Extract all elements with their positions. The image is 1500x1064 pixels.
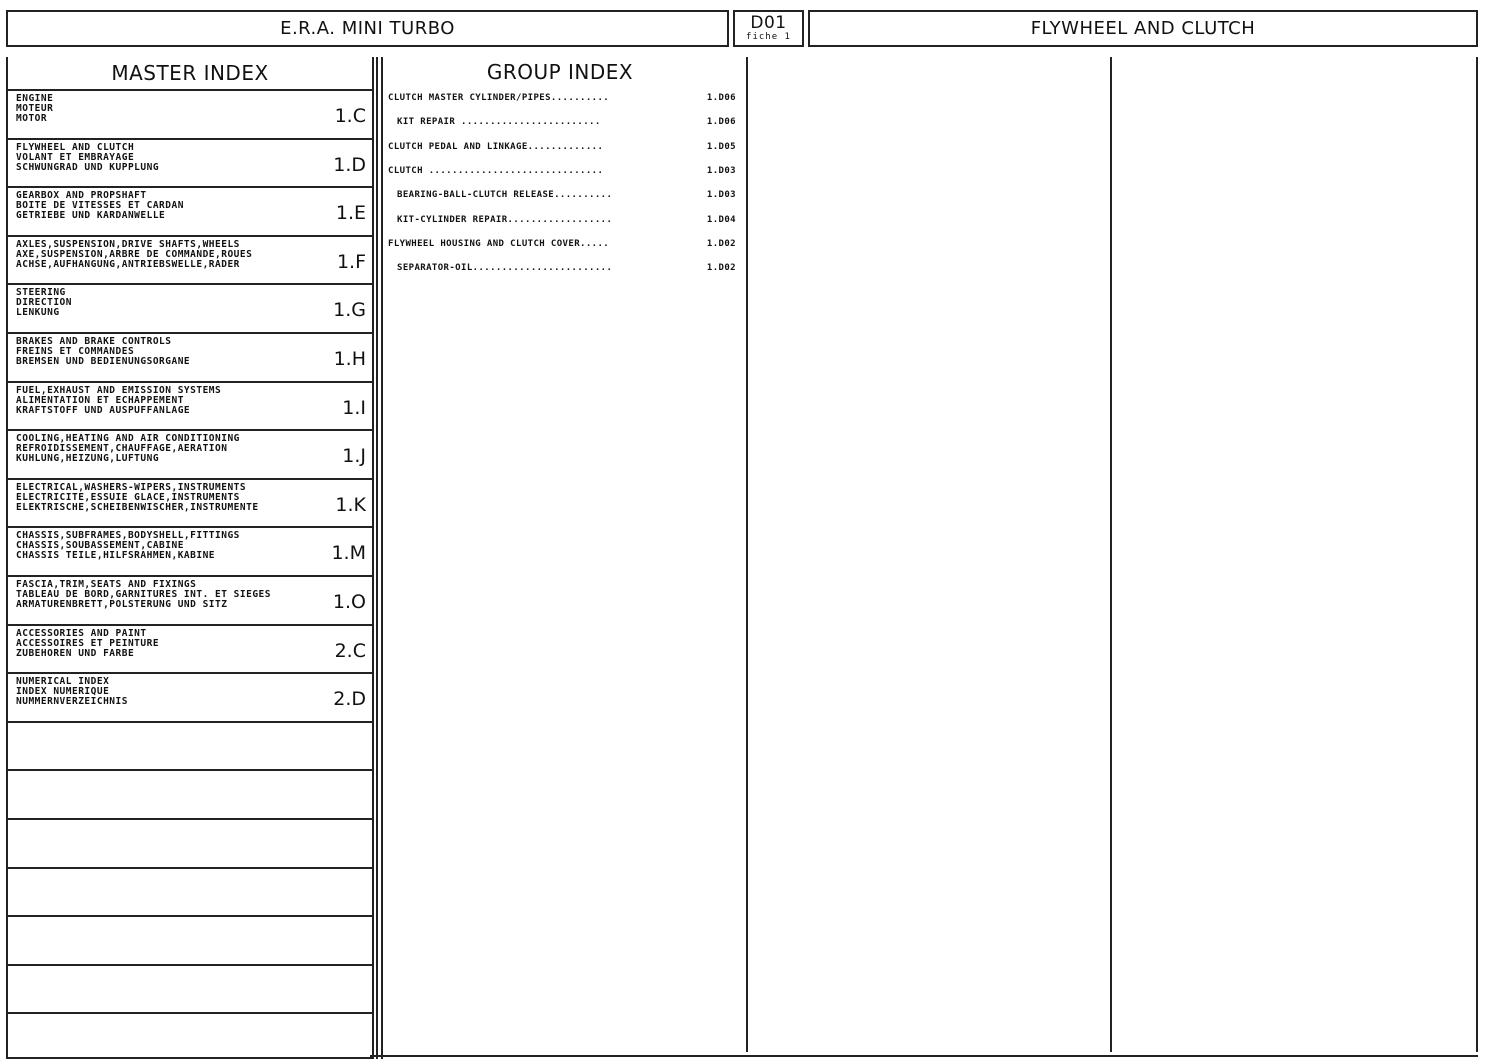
- master-index-code: 2.D: [333, 688, 366, 711]
- master-index-entry-line: CHASSIS,SOUBASSEMENT,CABINE: [16, 540, 184, 552]
- master-index-entry-text: [16, 580, 271, 610]
- group-index-entry-text: CLUTCH MASTER CYLINDER/PIPES..........: [388, 93, 610, 103]
- master-index-entry: [6, 332, 374, 379]
- master-index-entry: [6, 138, 374, 185]
- master-index-entry-text: [16, 629, 159, 659]
- master-index-entry-line: KRAFTSTOFF UND AUSPUFFANLAGE: [16, 404, 191, 416]
- master-index-entry-line: MOTOR: [16, 113, 48, 124]
- master-index-entry-text: [16, 677, 128, 707]
- group-index-entry: [388, 263, 738, 277]
- master-index-entry-line: NUMERICAL INDEX: [16, 676, 110, 688]
- master-index-empty-row: [6, 769, 374, 816]
- column-divider: [376, 57, 378, 1059]
- master-index-code: 1.H: [333, 348, 366, 370]
- group-index-entry-text: FLYWHEEL HOUSING AND CLUTCH COVER.....: [388, 238, 610, 249]
- master-index-entry-line: AXLES,SUSPENSION,DRIVE SHAFTS,WHEELS: [16, 238, 240, 250]
- master-index-entry-line: ARMATURENBRETT,POLSTERUNG UND SITZ: [16, 599, 228, 610]
- master-index-code: 1.C: [334, 105, 366, 127]
- fiche-box: [733, 10, 804, 47]
- master-index-entry-line: FUEL,EXHAUST AND EMISSION SYSTEMS: [16, 384, 222, 396]
- group-index-entry: [388, 142, 738, 156]
- master-index-entry-line: INDEX NUMERIQUE: [16, 686, 110, 698]
- master-index-code: 2.C: [334, 639, 366, 662]
- master-index-entry-line: GEARBOX AND PROPSHAFT: [16, 190, 147, 202]
- master-index-entry-text: [16, 288, 72, 318]
- master-index-entry-line: STEERING: [16, 287, 66, 299]
- master-index-entry: [6, 89, 374, 136]
- group-index-entry: [388, 215, 738, 229]
- group-index-entry-ref: 1.D03: [706, 165, 736, 176]
- master-index-entry-line: ACCESSOIRES ET PEINTURE: [16, 637, 160, 649]
- master-index-entry-text: [16, 191, 184, 221]
- master-index-entry-line: ELECTRICITE,ESSUIE GLACE,INSTRUMENTS: [16, 491, 240, 503]
- master-index-entry-line: ENGINE: [16, 93, 54, 104]
- column-divider: [381, 57, 383, 1059]
- master-index-entry-line: FREINS ET COMMANDES: [16, 346, 135, 357]
- master-index-empty-row: [6, 721, 374, 768]
- master-index-code: 1.K: [335, 493, 366, 516]
- master-index-code: 1.O: [332, 591, 366, 613]
- master-index-empty-row: [6, 1012, 374, 1059]
- fiche-code: D01: [750, 13, 787, 33]
- master-index-entry-line: TABLEAU DE BORD,GARNITURES INT. ET SIEGES: [16, 589, 271, 600]
- group-index-entry-ref: 1.D05: [706, 141, 736, 152]
- group-index-entry-ref: 1.D02: [706, 263, 736, 274]
- column-divider: [746, 57, 748, 1052]
- master-index-entry: [6, 478, 374, 525]
- master-index-entry-line: ZUBEHOREN UND FARBE: [16, 647, 135, 659]
- master-index-entry-line: AXE,SUSPENSION,ARBRE DE COMMANDE,ROUES: [16, 248, 253, 260]
- master-index-entry: [6, 186, 374, 233]
- master-index-entry-text: [16, 143, 159, 173]
- group-index-entry-text: BEARING-BALL-CLUTCH RELEASE..........: [397, 190, 613, 201]
- master-index-entry-line: BREMSEN UND BEDIENUNGSORGANE: [16, 356, 191, 367]
- master-index-entry-line: REFROIDISSEMENT,CHAUFFAGE,AERATION: [16, 443, 228, 455]
- master-index-entry-text: [16, 94, 53, 124]
- master-index-code: 1.J: [342, 445, 366, 468]
- master-index-entry-line: ELEKTRISCHE,SCHEIBENWISCHER,INSTRUMENTE: [16, 501, 259, 513]
- master-index-title: MASTER INDEX: [111, 61, 269, 85]
- master-index-empty-row: [6, 964, 374, 1011]
- master-index-code: 1.G: [333, 299, 366, 322]
- master-index-entry: [6, 575, 374, 622]
- master-index-entry-line: CHASSIS TEILE,HILFSRAHMEN,KABINE: [16, 550, 216, 562]
- master-index-entry-line: LENKUNG: [16, 307, 60, 319]
- master-index-entry: [6, 381, 374, 428]
- group-index-entry-text: SEPARATOR-OIL........................: [397, 263, 613, 274]
- master-index-code: 1.I: [342, 396, 366, 419]
- master-index-entry-line: ACCESSORIES AND PAINT: [16, 627, 147, 639]
- master-index-entry-line: COOLING,HEATING AND AIR CONDITIONING: [16, 433, 240, 445]
- master-index-entry: [6, 624, 374, 671]
- group-index-entry: [388, 239, 738, 253]
- page-border-right: [1476, 57, 1478, 1052]
- master-index-entry-line: FASCIA,TRIM,SEATS AND FIXINGS: [16, 579, 197, 590]
- master-index-entry-line: FLYWHEEL AND CLUTCH: [16, 141, 135, 153]
- master-index-entry-text: [16, 434, 240, 464]
- section-title-box: [808, 10, 1478, 47]
- column-divider: [1110, 57, 1112, 1052]
- master-index-entry-line: SCHWUNGRAD UND KUPPLUNG: [16, 161, 160, 173]
- master-index-entry-line: VOLANT ET EMBRAYAGE: [16, 151, 135, 163]
- group-index-entry-text: KIT-CYLINDER REPAIR..................: [397, 214, 613, 225]
- master-index-empty-row: [6, 915, 374, 962]
- master-index-entry-text: [16, 240, 252, 270]
- header-title: E.R.A. MINI TURBO: [280, 18, 455, 39]
- master-index-entry-text: [16, 337, 190, 367]
- group-index-entry-ref: 1.D06: [706, 117, 736, 128]
- group-index-entry: [388, 93, 738, 107]
- master-index-empty-row: [6, 867, 374, 914]
- master-index-entry-line: NUMMERNVERZEICHNIS: [16, 696, 128, 708]
- master-index-code: 1.F: [336, 250, 366, 273]
- master-index-entry-line: BOITE DE VITESSES ET CARDAN: [16, 200, 184, 212]
- group-index-entry-text: CLUTCH ..............................: [388, 165, 604, 176]
- master-index-entry: [6, 429, 374, 476]
- master-index-entry-line: CHASSIS,SUBFRAMES,BODYSHELL,FITTINGS: [16, 530, 240, 542]
- master-index-entry-text: [16, 483, 259, 513]
- master-index-entry: [6, 526, 374, 573]
- master-index-code: 1.D: [333, 153, 366, 176]
- master-index-entry-line: KUHLUNG,HEIZUNG,LUFTUNG: [16, 453, 160, 465]
- group-index-entry-ref: 1.D04: [706, 214, 736, 225]
- group-index-entry: [388, 166, 738, 180]
- group-index-entry-ref: 1.D03: [706, 190, 736, 201]
- master-index-entry-line: DIRECTION: [16, 297, 72, 309]
- master-index-entry-line: ELECTRICAL,WASHERS-WIPERS,INSTRUMENTS: [16, 481, 247, 493]
- group-index-entry-ref: 1.D06: [706, 93, 736, 103]
- master-index-entry-line: BRAKES AND BRAKE CONTROLS: [16, 336, 172, 347]
- master-index-entry: [6, 672, 374, 719]
- master-index-entry-line: ALIMENTATION ET ECHAPPEMENT: [16, 394, 184, 406]
- group-index-entry: [388, 190, 738, 204]
- header-title-box: [6, 10, 729, 47]
- fiche-label: fiche 1: [746, 32, 791, 42]
- master-index-code: 1.M: [331, 542, 366, 565]
- master-index-code: 1.E: [335, 202, 366, 225]
- section-title: FLYWHEEL AND CLUTCH: [1030, 18, 1256, 39]
- master-index-entry-line: MOTEUR: [16, 103, 54, 114]
- master-index-entry: [6, 235, 374, 282]
- group-index-entry-ref: 1.D02: [706, 238, 736, 249]
- master-index-entry-text: [16, 386, 221, 416]
- group-index-entry-text: KIT REPAIR ........................: [397, 117, 601, 128]
- page-border-bottom: [370, 1055, 1478, 1057]
- master-index-entry-text: [16, 531, 240, 561]
- master-index-entry-line: ACHSE,AUFHANGUNG,ANTRIEBSWELLE,RADER: [16, 258, 240, 270]
- master-index-entry: [6, 283, 374, 330]
- group-index-entry-text: CLUTCH PEDAL AND LINKAGE.............: [388, 141, 604, 152]
- group-index-title: GROUP INDEX: [486, 60, 634, 84]
- group-index-entry: [388, 117, 738, 131]
- master-index-empty-row: [6, 818, 374, 865]
- master-index-entry-line: GETRIEBE UND KARDANWELLE: [16, 210, 166, 222]
